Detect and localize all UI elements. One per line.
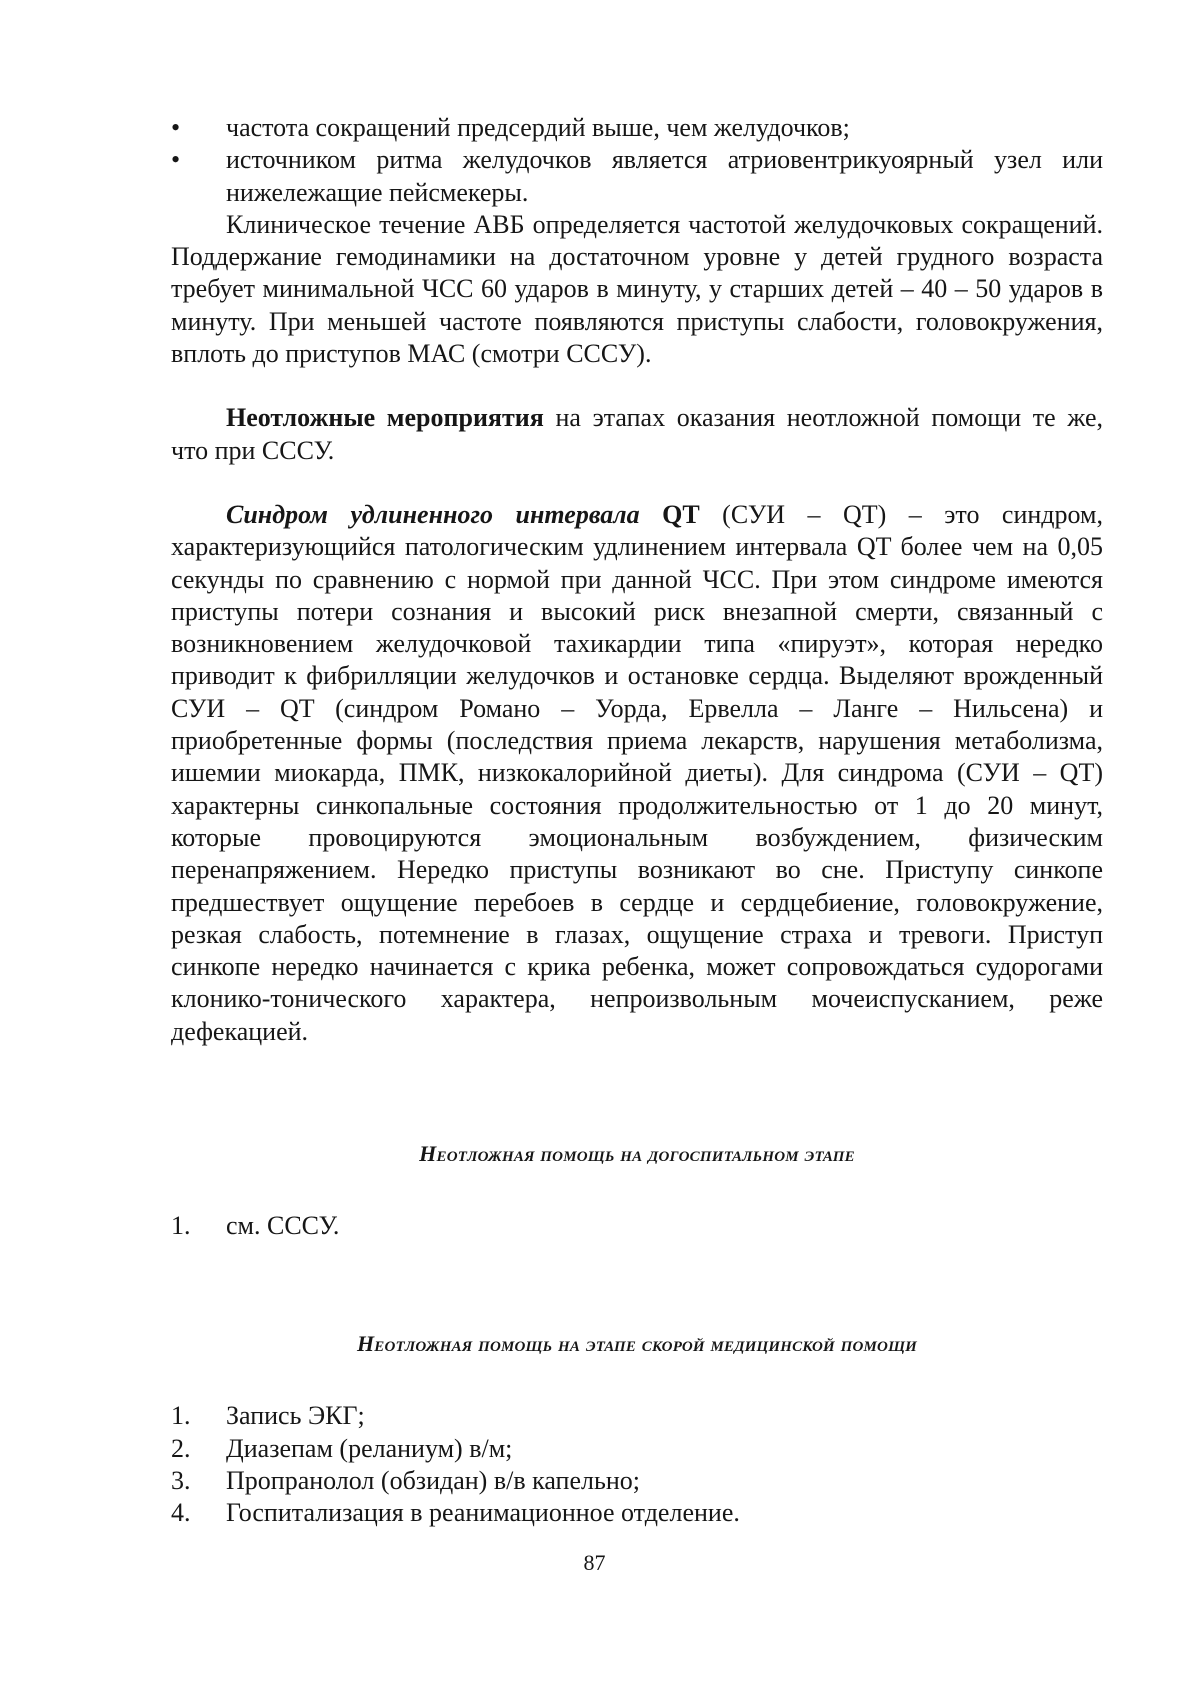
spacer	[171, 1360, 1103, 1400]
list-item	[171, 1433, 1103, 1465]
list-item-number: 2.	[171, 1433, 191, 1463]
bullet-text: источником ритма желудочков является атриовентрикуоярный узел или нижележащие пейсмекеры.	[226, 145, 1103, 207]
bullet-item	[171, 144, 1103, 209]
long-qt-text: (СУИ – QT) – это синдром, характеризующийся патологическим удлинением интервала QT более чем на 0,05 секунды по сравнению с нормой при данной ЧСС. При этом синдроме имеются приступы потери сознания и высокий риск внезапной смерти, связанный с возникновением желудочковой тахикардии типа «пируэт», которая нередко приводит к фибрилляции желудочков и остановке сердца. Выделяют врожденный СУИ – QT (синдром Романо – Уорда, Ервелла – Ланге – Нильсена) и приобретенные формы (последствия приема лекарств, нарушения метаболизма, ишемии миокарда, ПМК, низкокалорийной диеты). Для синдрома (СУИ – QT) характерны синкопальные состояния продолжительностью от 1 до 20 минут, которые провоцируются эмоциональным возбуждением, физическим перенапряжением. Нередко приступы возникают во сне. Приступу синкопе предшествует ощущение перебоев в сердце и сердцебиение, головокружение, резкая слабость, потемнение в глазах, ощущение страха и тревоги. Приступ синкопе нередко начинается с крика ребенка, может сопровождаться судорогами клонико-тонического характера, непроизвольным мочеиспусканием, реже дефекацией.	[171, 499, 1103, 1046]
list-item	[171, 1497, 1103, 1529]
list-item	[171, 1465, 1103, 1497]
list-item-text: Пропранолол (обзидан) в/в капельно;	[226, 1465, 640, 1495]
paragraph-urgent-measures	[171, 402, 1103, 467]
spacer	[171, 370, 1103, 402]
spacer	[171, 1242, 1103, 1328]
list-item-text: Запись ЭКГ;	[226, 1401, 365, 1431]
list-item-text: Диазепам (реланиум) в/м;	[226, 1433, 513, 1463]
heading-ambulance: Неотложная помощь на этапе скорой медицинской помощи	[356, 1331, 918, 1357]
paragraph-clinical-course: Клиническое течение АВБ определяется частотой желудочковых сокращений. Поддержание гемодинамики на достаточном уровне у детей грудного возраста требует минимальной ЧСС 60 ударов в минуту, у старших детей – 40 – 50 ударов в минуту. При меньшей частоте появляются приступы слабости, головокружения, вплоть до приступов МАС (смотри СССУ).	[171, 209, 1103, 369]
page-content	[171, 112, 1103, 1530]
list-item-number: 4.	[171, 1498, 191, 1528]
list-item-text: см. СССУ.	[226, 1211, 340, 1241]
urgent-measures-term: Неотложные мероприятия	[226, 403, 544, 433]
list-item-number: 3.	[171, 1465, 191, 1495]
list-item	[171, 1400, 1103, 1432]
bullet-text: частота сокращений предсердий выше, чем желудочков;	[226, 113, 850, 142]
list-item	[171, 1210, 1103, 1242]
spacer	[171, 467, 1103, 499]
spacer	[171, 1048, 1103, 1138]
urgent-measures-text: на этапах оказания неотложной помощи те же, что при СССУ.	[171, 403, 1103, 465]
long-qt-term: Синдром удлиненного интервала	[226, 499, 663, 529]
list-item-number: 1.	[171, 1401, 191, 1431]
page-number: 87	[583, 1550, 606, 1575]
bullet-icon: •	[171, 145, 181, 175]
spacer	[171, 1170, 1103, 1210]
heading-prehospital: Неотложная помощь на догоспитальном этапе	[419, 1141, 855, 1167]
bullet-icon: •	[171, 113, 181, 142]
list-item-text: Госпитализация в реанимационное отделение.	[226, 1498, 740, 1528]
long-qt-term-qt: QT	[662, 499, 700, 529]
bullet-item	[171, 112, 1103, 144]
list-item-number: 1.	[171, 1211, 191, 1241]
paragraph-long-qt	[171, 499, 1103, 1048]
